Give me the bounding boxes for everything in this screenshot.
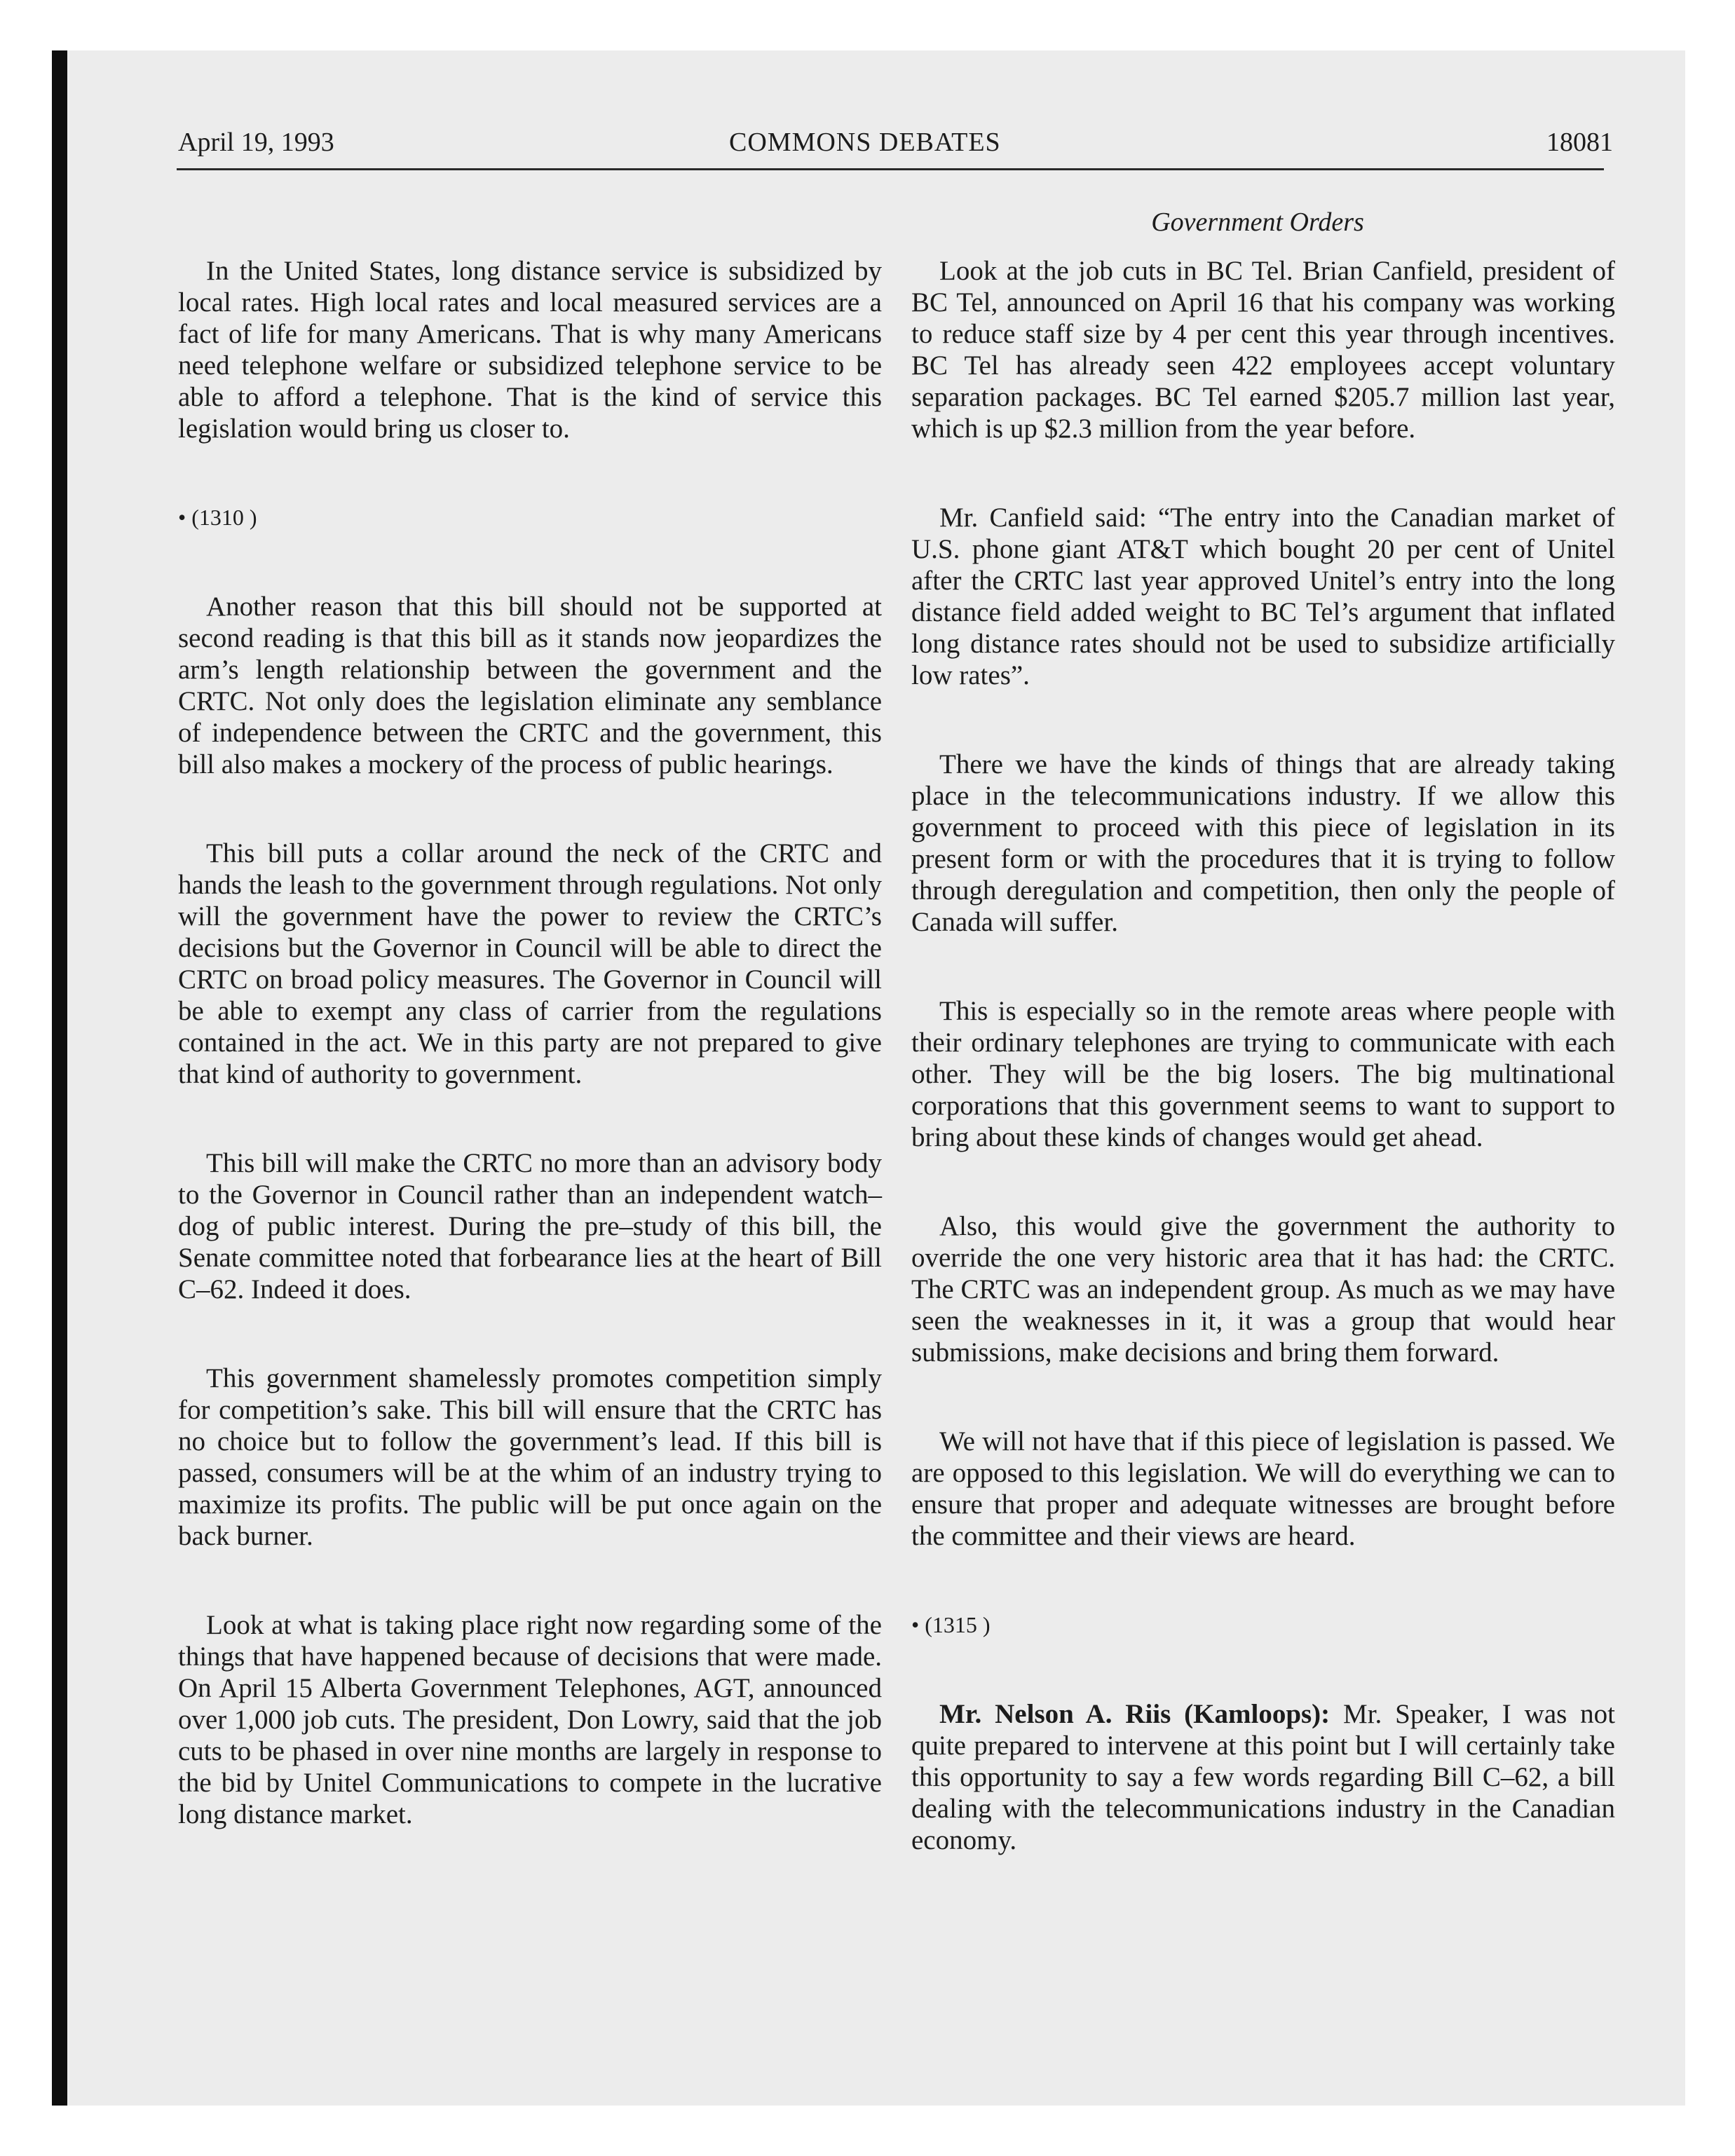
paragraph: This government shamelessly promotes competition simply for competition’s sake. This bill will ensure that the CRTC has no choice but to follow the government’s lead. If this bill is passed, consumers will be at the whim of an industry trying to maximize its profits. The public will be put once again on the back burner.	[178, 1363, 882, 1551]
header-title: COMMONS DEBATES	[729, 128, 1001, 157]
time-marker: • (1315 )	[911, 1612, 991, 1637]
paragraph: This is especially so in the remote areas where people with their ordinary telephones are trying to communicate with each other. They will be the big losers. The big multinational corporations that this government seems to want to support to bring about these kinds of changes would get ahead.	[911, 996, 1615, 1152]
paragraph: Mr. Canfield said: “The entry into the Canadian market of U.S. phone giant AT&T which bought 20 per cent of Unitel after the CRTC last year approved Unitel’s entry into the long distance field added weight to BC Tel’s argument that inflated long distance rates should not be used to subsidize artificially low rates”.	[911, 503, 1615, 690]
paragraph: This bill will make the CRTC no more than an advisory body to the Governor in Council rather than an independent watch–dog of public interest. During the pre–study of this bill, the Senate committee noted that forbearance lies at the heart of Bill C–62. Indeed it does.	[178, 1148, 882, 1304]
scan-border	[52, 50, 67, 2106]
paragraph: In the United States, long distance service is subsidized by local rates. High local rates and local measured services are a fact of life for many Americans. That is why many Americans need telephone welfare or subsidized telephone service to be able to afford a telephone. That is the kind of service this legislation would bring us closer to.	[178, 256, 882, 444]
paragraph: Another reason that this bill should not be supported at second reading is that this bill as it stands now jeopardizes the arm’s length relationship between the government and the CRTC. Not only does the legislation eliminate any semblance of independence between the CRTC and the government, this bill also makes a mockery of the process of public hearings.	[178, 592, 882, 779]
header-date: April 19, 1993	[178, 128, 334, 157]
paragraph: Look at what is taking place right now regarding some of the things that have happened because of decisions that were made. On April 15 Alberta Government Telephones, AGT, announced over 1,000 job cuts. The president, Don Lowry, said that the job cuts to be phased in over nine months are largely in response to the bid by Unitel Communications to compete in the lucrative long distance market.	[178, 1610, 882, 1829]
paragraph: This bill puts a collar around the neck of the CRTC and hands the leash to the government through regulations. Not only will the government have the power to review the CRTC’s decisions but the Governor in Council will be able to direct the CRTC on broad policy measures. The Governor in Council will be able to exempt any class of carrier from the regulations contained in the act. We in this party are not prepared to give that kind of authority to government.	[178, 838, 882, 1089]
time-marker: • (1310 )	[178, 505, 257, 530]
header-rule	[177, 168, 1604, 170]
paragraph: We will not have that if this piece of legislation is passed. We are opposed to this legislation. We will do everything we can to ensure that proper and adequate witnesses are brought before the committee and their views are heard.	[911, 1426, 1615, 1551]
left-column	[178, 255, 882, 1888]
paragraph: Look at the job cuts in BC Tel. Brian Canfield, president of BC Tel, announced on April 16 that his company was working to reduce staff size by 4 per cent this year through incentives. BC Tel has already seen 422 employees accept voluntary separation packages. BC Tel earned $205.7 million last year, which is up $2.3 million from the year before.	[911, 256, 1615, 444]
paragraph: Also, this would give the government the authority to override the one very historic area that it has had: the CRTC. The CRTC was an independent group. As much as we may have seen the weaknesses in it, it was a group that would hear submissions, make decisions and bring them forward.	[911, 1211, 1615, 1367]
speech-text: Mr. Speaker, I was not quite prepared to intervene at this point but I will certainly take this opportunity to say a few words regarding Bill C–62, a bill dealing with the telecommunications industry in the Canadian economy.	[911, 1699, 1615, 1855]
right-column	[911, 255, 1615, 1913]
speech-paragraph	[911, 1698, 1615, 1856]
page-number: 18081	[1546, 128, 1613, 157]
paragraph: There we have the kinds of things that are already taking place in the telecommunications industry. If we allow this government to proceed with this piece of legislation in its present form or with the procedures that it is trying to follow through deregulation and competition, then only the people of Canada will suffer.	[911, 749, 1615, 937]
speaker-name: Mr. Nelson A. Riis (Kamloops):	[939, 1699, 1331, 1729]
section-label: Government Orders	[1151, 207, 1364, 237]
